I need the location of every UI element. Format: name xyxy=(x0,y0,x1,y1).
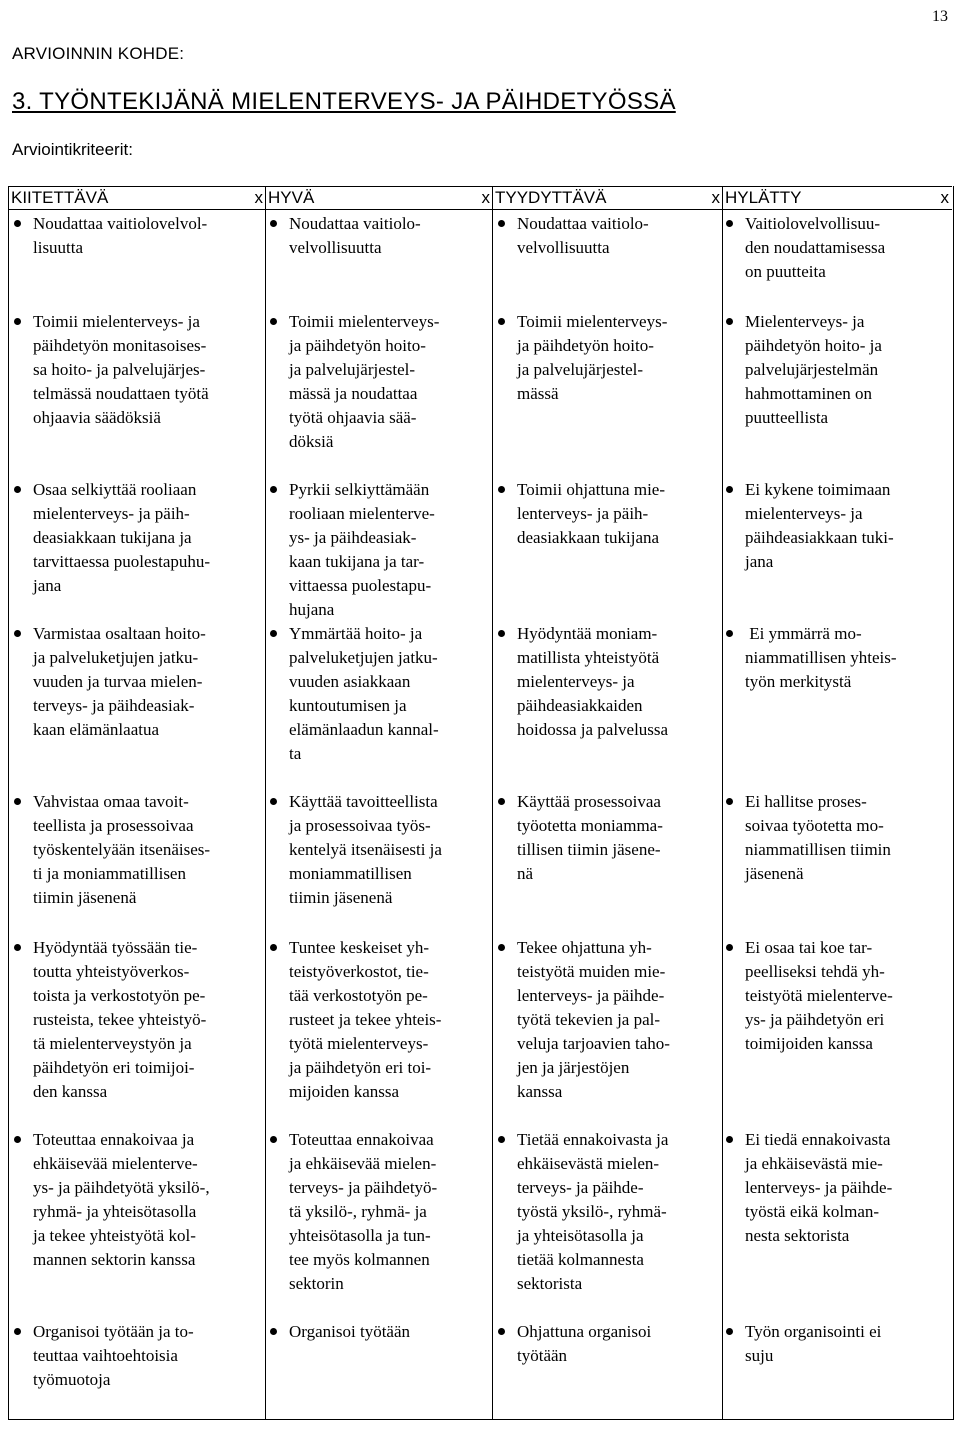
criterion-item xyxy=(517,790,663,886)
criterion-item xyxy=(33,622,206,742)
criterion-text: Ei ymmärrä mo- niammatillisen yhteis- työn merkitystä xyxy=(745,624,897,691)
criterion-text: Noudattaa vaitiolovelvol- lisuutta xyxy=(33,214,208,257)
criterion-item xyxy=(33,1320,194,1392)
bullet-icon xyxy=(726,1136,733,1143)
bullet-icon xyxy=(498,630,505,637)
criterion-text: Ymmärtää hoito- ja palveluketjujen jatku- vuuden asiakkaan kuntoutumisen ja elämänlaadun kannal- ta xyxy=(289,624,439,763)
criterion-item xyxy=(33,1128,210,1272)
criteria-label: Arviointikriteerit: xyxy=(12,140,133,159)
criterion-item xyxy=(745,622,897,694)
bullet-icon xyxy=(14,630,21,637)
criterion-text: Työn organisointi ei suju xyxy=(745,1322,882,1365)
criterion-item xyxy=(289,622,439,766)
criterion-text: Toimii mielenterveys- ja päihdetyön hoito- ja palvelujärjestel- mässä ja noudattaa työtä ohjaavia sää- döksiä xyxy=(289,312,440,451)
bullet-icon xyxy=(498,486,505,493)
bullet-icon xyxy=(726,630,733,637)
header-label: HYVÄ xyxy=(268,188,315,207)
criterion-item xyxy=(745,310,882,430)
header-mark: x xyxy=(481,188,490,207)
criterion-item xyxy=(33,212,207,260)
criterion-text: Vahvistaa omaa tavoit- teellista ja prosessoivaa työskentelyään itsenäises- ti ja moniammatillisen tiimin jäsenenä xyxy=(33,792,211,907)
column-divider xyxy=(265,186,266,1419)
criterion-text: Ohjattuna organisoi työtään xyxy=(517,1322,652,1365)
column-divider xyxy=(492,186,493,1419)
criterion-item xyxy=(289,212,421,260)
criterion-item xyxy=(33,936,206,1104)
criterion-text: Tietää ennakoivasta ja ehkäisevästä mielen- terveys- ja päihde- työstä yksilö-, ryhmä- ja yhteisötasolla ja tietää kolmannesta sektorista xyxy=(517,1130,669,1293)
criterion-item xyxy=(289,1320,410,1344)
criterion-text: Toimii mielenterveys- ja päihdetyön monitasoises- sa hoito- ja palvelujärjes- telmässä noudattaen työtä ohjaavia säädöksiä xyxy=(33,312,209,427)
criterion-item xyxy=(517,1128,668,1296)
bullet-icon xyxy=(270,1328,277,1335)
bullet-icon xyxy=(498,220,505,227)
criterion-text: Osaa selkiyttää rooliaan mielenterveys- ja päih- deasiakkaan tukijana ja tarvittaessa puolestapuhu- jana xyxy=(33,480,211,595)
criterion-text: Hyödyntää moniam- matillista yhteistyötä mielenterveys- ja päihdeasiakkaiden hoidossa ja palvelussa xyxy=(517,624,669,739)
header-cell-hylatty xyxy=(722,187,951,209)
criterion-text: Toimii mielenterveys- ja päihdetyön hoito- ja palvelujärjestel- mässä xyxy=(517,312,668,403)
criterion-item xyxy=(289,1128,437,1296)
bullet-icon xyxy=(498,318,505,325)
criterion-text: Toimii ohjattuna mie- lenterveys- ja päih- deasiakkaan tukijana xyxy=(517,480,666,547)
bullet-icon xyxy=(270,630,277,637)
criterion-text: Noudattaa vaitiolo- velvollisuutta xyxy=(517,214,649,257)
criterion-item xyxy=(745,936,893,1056)
bullet-icon xyxy=(726,318,733,325)
bullet-icon xyxy=(498,1136,505,1143)
criterion-text: Organisoi työtään ja to- teuttaa vaihtoehtoisia työmuotoja xyxy=(33,1322,194,1389)
bullet-icon xyxy=(498,944,505,951)
criterion-item xyxy=(289,310,439,454)
criterion-item xyxy=(33,310,209,430)
bullet-icon xyxy=(270,220,277,227)
criterion-item xyxy=(289,478,435,622)
bullet-icon xyxy=(726,486,733,493)
criterion-text: Toteuttaa ennakoivaa ja ehkäisevää mielenterve- ys- ja päihdetyötä yksilö-, ryhmä- ja yhteisötasolla ja tekee yhteistyötä kol- mannen sektorin kanssa xyxy=(33,1130,210,1269)
criterion-item xyxy=(745,1128,892,1248)
header-mark: x xyxy=(711,188,720,207)
bullet-icon xyxy=(14,1136,21,1143)
header-mark: x xyxy=(940,188,949,207)
bullet-icon xyxy=(498,1328,505,1335)
criterion-item xyxy=(517,478,665,550)
criterion-item xyxy=(289,790,442,910)
criterion-text: Hyödyntää työssään tie- toutta yhteistyöverkos- toista ja verkostotyön pe- rusteista, tekee yhteistyö- tä mielenterveystyön ja päihdetyön eri toimijoi- den kanssa xyxy=(33,938,207,1101)
page-number: 13 xyxy=(932,8,948,25)
bullet-icon xyxy=(14,1328,21,1335)
criterion-item xyxy=(745,212,885,284)
header-cell-tyydyttava xyxy=(492,187,722,209)
header-label: KIITETTÄVÄ xyxy=(11,188,109,207)
criterion-text: Ei osaa tai koe tar- peelliseksi tehdä yh- teistyötä mielenterve- ys- ja päihdetyön eri toimijoiden kanssa xyxy=(745,938,893,1053)
bullet-icon xyxy=(14,798,21,805)
criterion-item xyxy=(745,1320,881,1368)
bullet-icon xyxy=(14,318,21,325)
bullet-icon xyxy=(726,1328,733,1335)
bullet-icon xyxy=(498,798,505,805)
criterion-item xyxy=(33,790,210,910)
criterion-item xyxy=(517,622,668,742)
bullet-icon xyxy=(270,944,277,951)
bullet-icon xyxy=(726,798,733,805)
criterion-text: Käyttää tavoitteellista ja prosessoivaa työs- kentelyä itsenäisesti ja moniammatillisen tiimin jäsenenä xyxy=(289,792,442,907)
criterion-text: Käyttää prosessoivaa työotetta moniamma- tillisen tiimin jäsene- nä xyxy=(517,792,663,883)
header-label: TYYDYTTÄVÄ xyxy=(495,188,607,207)
bullet-icon xyxy=(726,944,733,951)
bullet-icon xyxy=(14,944,21,951)
criterion-item xyxy=(745,790,891,886)
criterion-text: Noudattaa vaitiolo- velvollisuutta xyxy=(289,214,421,257)
criterion-text: Vaitiolovelvollisuu- den noudattamisessa on puutteita xyxy=(745,214,886,281)
criterion-text: Toteuttaa ennakoivaa ja ehkäisevää mielen- terveys- ja päihdetyö- tä yksilö-, ryhmä- ja yhteisötasolla ja tun- tee myös kolmannen sektorin xyxy=(289,1130,438,1293)
criterion-text: Tuntee keskeiset yh- teistyöverkostot, tie- tää verkostotyön pe- rusteet ja tekee yhteis- työtä mielenterveys- ja päihdetyön eri toi- mijoiden kanssa xyxy=(289,938,442,1101)
criterion-item xyxy=(517,212,649,260)
bullet-icon xyxy=(270,1136,277,1143)
header-cell-hyva xyxy=(265,187,492,209)
criterion-item xyxy=(517,310,667,406)
bullet-icon xyxy=(14,486,21,493)
header-label: HYLÄTTY xyxy=(725,188,802,207)
criterion-text: Ei tiedä ennakoivasta ja ehkäisevästä mie- lenterveys- ja päihde- työstä eikä kolman- nesta sektorista xyxy=(745,1130,893,1245)
bullet-icon xyxy=(14,220,21,227)
criterion-item xyxy=(289,936,441,1104)
bullet-icon xyxy=(270,798,277,805)
assessment-target-label: ARVIOINNIN KOHDE: xyxy=(12,44,185,63)
header-mark: x xyxy=(254,188,263,207)
bullet-icon xyxy=(726,220,733,227)
table-header-row xyxy=(8,186,952,210)
criterion-text: Varmistaa osaltaan hoito- ja palveluketjujen jatku- vuuden ja turvaa mielen- terveys- ja päihdeasiak- kaan elämänlaatua xyxy=(33,624,206,739)
bullet-icon xyxy=(270,486,277,493)
criterion-text: Ei hallitse proses- soivaa työotetta mo- niammatillisen tiimin jäsenenä xyxy=(745,792,891,883)
criterion-item xyxy=(517,1320,651,1368)
criterion-item xyxy=(517,936,670,1104)
section-title: 3. TYÖNTEKIJÄNÄ MIELENTERVEYS- JA PÄIHDETYÖSSÄ xyxy=(12,88,676,115)
column-divider xyxy=(722,186,723,1419)
criterion-text: Organisoi työtään xyxy=(289,1322,411,1341)
criterion-text: Tekee ohjattuna yh- teistyötä muiden mie- lenterveys- ja päihde- työtä tekevien ja pal- veluja tarjoavien taho- jen ja järjestöjen kanssa xyxy=(517,938,670,1101)
criterion-item xyxy=(33,478,210,598)
criterion-item xyxy=(745,478,894,574)
header-cell-kiitettava xyxy=(8,187,265,209)
criterion-text: Mielenterveys- ja päihdetyön hoito- ja palvelujärjestelmän hahmottaminen on puutteellista xyxy=(745,312,882,427)
bullet-icon xyxy=(270,318,277,325)
criterion-text: Pyrkii selkiyttämään rooliaan mielenterve- ys- ja päihdeasiak- kaan tukijana ja tar- vittaessa puolestapu- hujana xyxy=(289,480,435,619)
criterion-text: Ei kykene toimimaan mielenterveys- ja päihdeasiakkaan tuki- jana xyxy=(745,480,894,571)
